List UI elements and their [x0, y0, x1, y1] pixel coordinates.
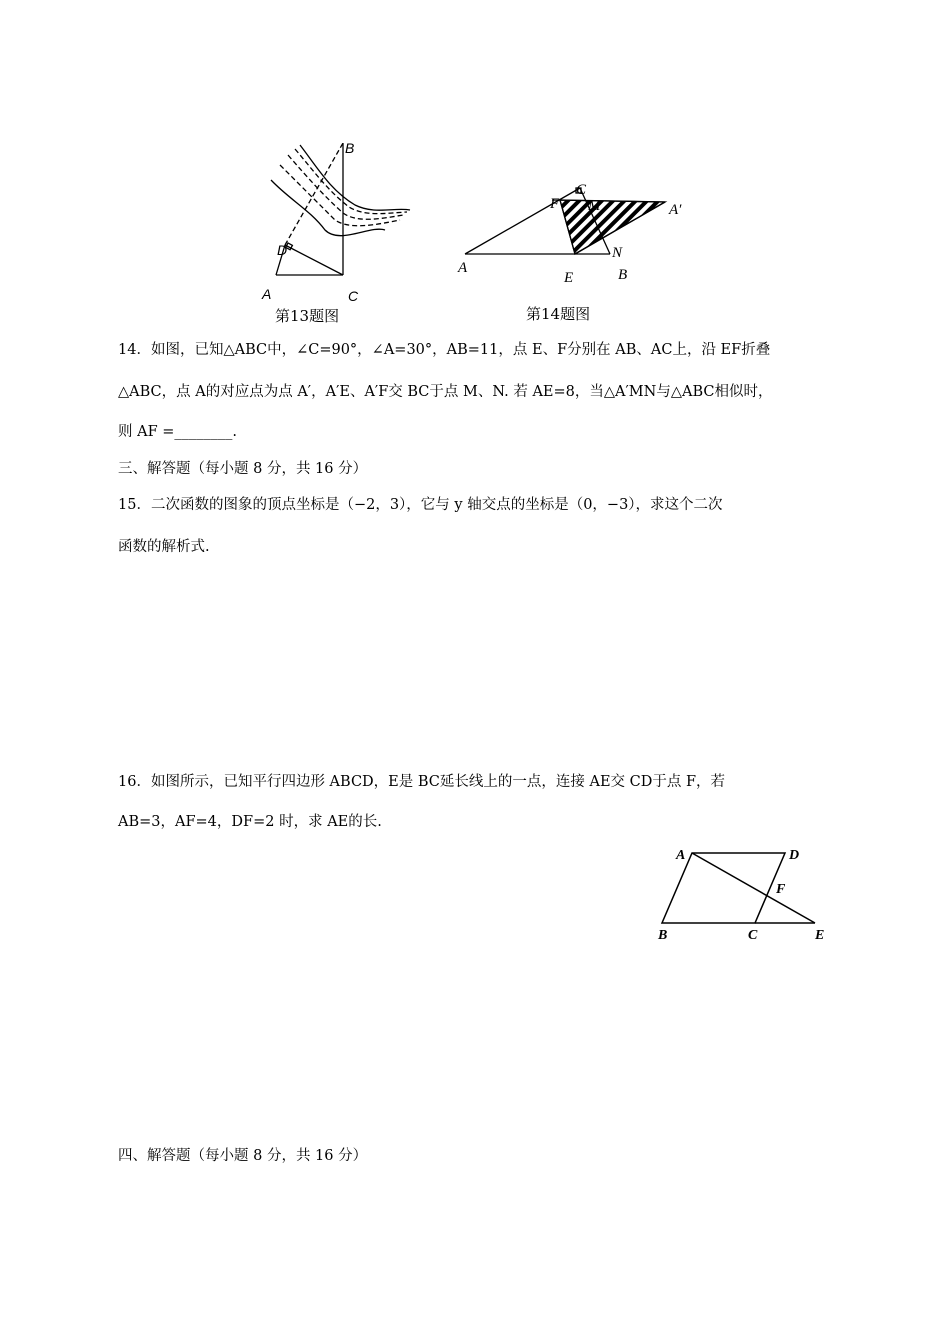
fig14-label-c: C: [576, 182, 587, 198]
fig16-label-d: D: [789, 848, 800, 863]
fig14-label-n: N: [612, 245, 623, 261]
fig14-label-b: B: [618, 267, 628, 283]
fig16-label-b: B: [658, 928, 668, 943]
fig14-label-m: M: [588, 198, 601, 214]
fig14-caption: 第14题图: [526, 305, 591, 323]
q16-line-1: 16．如图所示，已知平行四边形 ABCD，E是 BC延长线上的一点，连接 AE交 CD于点 F，若: [118, 774, 726, 790]
fig13-caption: 第13题图: [275, 307, 340, 325]
fig13-label-b: B: [345, 140, 355, 156]
fig14-label-a: A: [458, 260, 468, 276]
fig16-label-f: F: [776, 882, 786, 897]
fig16-label-a: A: [676, 848, 686, 863]
q14-line-2: △ABC，点 A的对应点为点 A′，A′E、A′F交 BC于点 M、N. 若 AE=8，当△A′MN与△ABC相似时，: [118, 384, 773, 400]
fig13-label-a: A: [262, 286, 272, 302]
figure-13: [255, 135, 420, 310]
section-4-heading: 四、解答题（每小题 8 分，共 16 分）: [118, 1148, 368, 1164]
q16-line-2: AB=3，AF=4，DF=2 时，求 AE的长.: [118, 814, 382, 830]
q14-line-3: 则 AF =________.: [118, 424, 238, 440]
fig14-label-a-prime: A′: [669, 202, 682, 218]
figure-14: [450, 180, 690, 290]
fig13-label-c: C: [348, 288, 359, 304]
fig16-label-c: C: [748, 928, 758, 943]
q15-line-2: 函数的解析式.: [118, 539, 210, 555]
figure-16: [650, 843, 840, 943]
fig13-label-d: D: [277, 242, 288, 258]
fig16-label-e: E: [815, 928, 825, 943]
q15-line-1: 15．二次函数的图象的顶点坐标是（−2，3），它与 y 轴交点的坐标是（0，−3），求这个二次: [118, 497, 723, 513]
section-3-heading: 三、解答题（每小题 8 分，共 16 分）: [118, 461, 368, 477]
q14-line-1: 14．如图，已知△ABC中，∠C=90°，∠A=30°，AB=11，点 E、F分别在 AB、AC上，沿 EF折叠: [118, 342, 771, 358]
fig14-label-f: F: [550, 196, 560, 212]
fig14-label-e: E: [564, 270, 574, 286]
